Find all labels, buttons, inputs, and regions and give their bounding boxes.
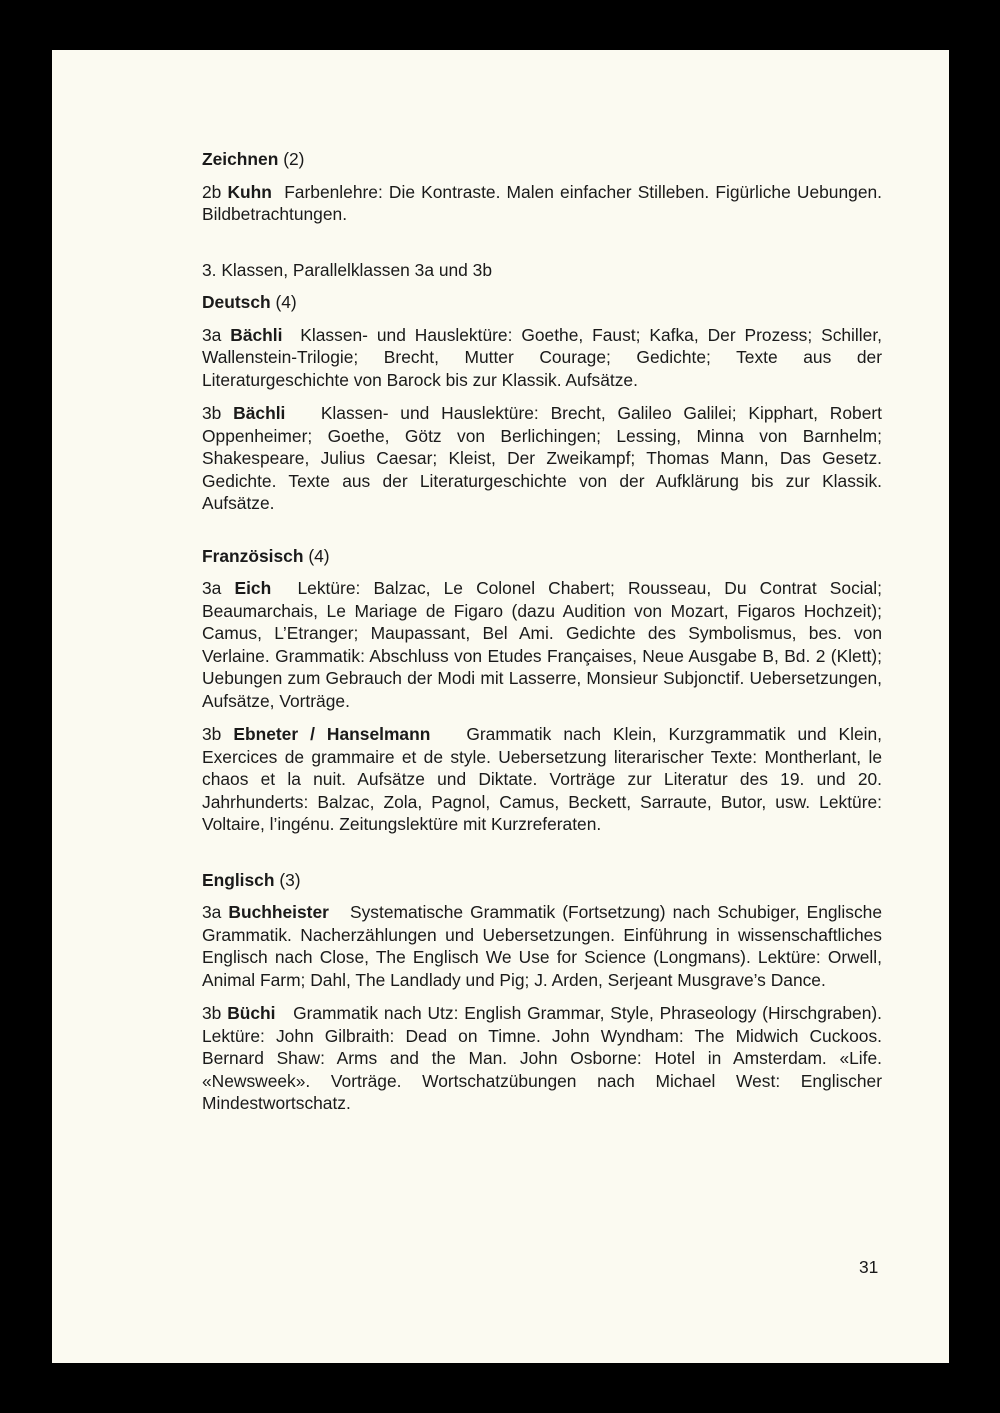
- heading-klassen-3: 3. Klassen, Parallelklassen 3a und 3b: [202, 259, 493, 280]
- entry-franzoesisch-3b: 3b Ebneter / Hanselmann Grammatik nach Klein, Kurzgrammatik und Klein, Exercices de grammaire et de style. Uebersetzung literarischer Texte: Montherlant, le chaos et la nuit. Aufsätze und Diktate. Vorträge zur Literatur des 19. und 20. Jahrhunderts: Balzac, Zola, Pagnol, Camus, Beckett, Sarraute, Butor, usw. Lektüre: Voltaire, l’ingénu. Zeitungslektüre mit Kurzreferaten.: [202, 724, 882, 834]
- page-content: [202, 148, 882, 1115]
- entry-zeichnen-2b: 2b Kuhn Farbenlehre: Die Kontraste. Malen einfacher Stilleben. Figürliche Uebungen. Bildbetrachtungen.: [202, 181, 882, 224]
- entry-deutsch-3b: 3b Bächli Klassen- und Hauslektüre: Brecht, Galileo Galilei; Kipphart, Robert Oppenheimer; Goethe, Götz von Berlichingen; Lessing, Minna von Barnhelm; Shakespeare, Julius Caesar; Kleist, Der Zweikampf; Thomas Mann, Das Gesetz. Gedichte. Texte aus der Literaturgeschichte von der Aufklärung bis zur Klassik. Aufsätze.: [202, 403, 883, 513]
- heading-franzoesisch: Französisch (4): [202, 545, 330, 566]
- heading-zeichnen: Zeichnen (2): [202, 149, 305, 169]
- document-page: [52, 50, 949, 1363]
- heading-englisch: Englisch (3): [202, 869, 301, 890]
- page-number: 31: [859, 1257, 879, 1277]
- entry-englisch-3a: 3a Buchheister Systematische Grammatik (Fortsetzung) nach Schubiger, Englische Grammatik. Nacherzählungen und Uebersetzungen. Einführung in wissenschaftliches Englisch nach Close, The Englisch We Use for Science (Longmans). Lektüre: Orwell, Animal Farm; Dahl, The Landlady und Pig; J. Arden, Serjeant Musgrave’s Dance.: [202, 902, 882, 990]
- entry-deutsch-3a: 3a Bächli Klassen- und Hauslektüre: Goethe, Faust; Kafka, Der Prozess; Schiller, Wallenstein-Trilogie; Brecht, Mutter Courage; Gedichte; Texte aus der Literaturgeschichte von Barock bis zur Klassik. Aufsätze.: [202, 324, 882, 390]
- entry-franzoesisch-3a: 3a Eich Lektüre: Balzac, Le Colonel Chabert; Rousseau, Du Contrat Social; Beaumarchais, Le Mariage de Figaro (dazu Audition von Mozart, Figaros Hochzeit); Camus, L’Etranger; Maupassant, Bel Ami. Gedichte des Symbolismus, bes. von Verlaine. Grammatik: Abschluss von Etudes Françaises, Neue Ausgabe B, Bd. 2 (Klett); Uebungen zum Gebrauch der Modi mit Lasserre, Monsieur Subjonctif. Uebersetzungen, Aufsätze, Vorträge.: [202, 578, 882, 711]
- heading-deutsch: Deutsch (4): [202, 292, 297, 312]
- entry-englisch-3b: 3b Büchi Grammatik nach Utz: English Grammar, Style, Phraseology (Hirschgraben). Lektüre: John Gilbraith: Dead on Timne. John Wyndham: The Midwich Cuckoos. Bernard Shaw: Arms and the Man. John Osborne: Hotel in Amsterdam. «Life. «Newsweek». Vorträge. Wortschatzübungen nach Michael West: Englischer Mindestwortschatz.: [202, 1003, 882, 1113]
